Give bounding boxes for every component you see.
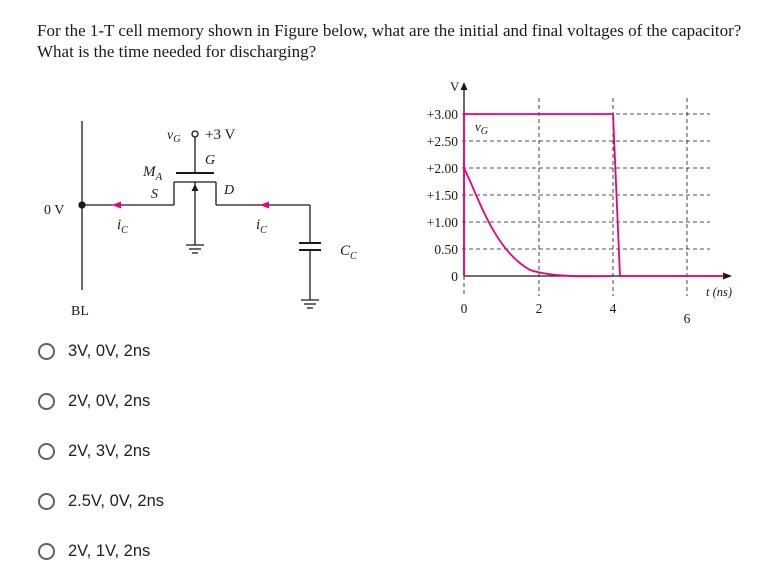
option-1[interactable]	[38, 338, 150, 364]
radio-circle-icon[interactable]	[38, 543, 55, 560]
d-label: D	[224, 183, 235, 198]
vg-curve-label: $v_G$	[475, 119, 489, 137]
radio-circle-icon[interactable]	[38, 393, 55, 410]
cc-label: $C_C$	[340, 243, 357, 262]
circuit-diagram	[79, 121, 321, 308]
option-1-label: 3V, 0V, 2ns	[68, 341, 151, 360]
y-tick-0: 0	[451, 269, 458, 284]
question-text: For the 1-T cell memory shown in Figure below, what are the initial and final voltages of the capacitor? What is the time needed for discharging?	[37, 21, 742, 61]
x-tick-4: 4	[609, 301, 617, 316]
x-tick-2: 2	[535, 301, 543, 316]
ic-label-right: $i_C$	[256, 217, 267, 236]
gate-terminal	[192, 131, 198, 137]
x-tick-0: 0	[460, 301, 468, 316]
option-2[interactable]	[38, 388, 150, 414]
body-arrow	[192, 184, 199, 191]
y-tick-250: +2.50	[426, 134, 458, 149]
ic-label-left: $i_C$	[117, 217, 128, 236]
vg-value-label: +3 V	[205, 127, 236, 143]
x-tick-6: 6	[683, 311, 691, 326]
option-3[interactable]	[38, 438, 150, 464]
ov-node-dot	[79, 202, 85, 208]
radio-circle-icon[interactable]	[38, 493, 55, 510]
g-label: G	[205, 153, 216, 168]
y-tick-300: +3.00	[426, 107, 458, 122]
y-tick-200: +2.00	[426, 161, 458, 176]
s-label: S	[151, 187, 158, 202]
x-axis-label: t (ns)	[706, 285, 733, 299]
y-axis-arrow	[461, 82, 468, 90]
x-axis-arrow	[723, 273, 732, 280]
y-tick-100: +1.00	[426, 215, 458, 230]
ic-arrow-left	[112, 202, 121, 209]
option-2-label: 2V, 0V, 2ns	[68, 391, 151, 410]
radio-circle-icon[interactable]	[38, 343, 55, 360]
option-4[interactable]	[38, 488, 164, 514]
option-5[interactable]	[38, 538, 150, 564]
option-5-label: 2V, 1V, 2ns	[68, 541, 151, 560]
option-4-label: 2.5V, 0V, 2ns	[68, 491, 165, 510]
graph-grid	[462, 98, 710, 296]
option-3-label: 2V, 3V, 2ns	[68, 441, 151, 460]
vg-curve	[464, 114, 724, 276]
v-axis-label: V	[450, 79, 460, 94]
ov-label: 0 V	[44, 203, 65, 218]
ic-arrow-right	[260, 202, 269, 209]
y-tick-050: 0.50	[434, 242, 458, 257]
bl-label: BL	[71, 304, 89, 319]
voltage-graph	[427, 79, 732, 326]
ma-label: $M_A$	[143, 164, 163, 183]
vg-circuit-label: $v_G$	[167, 128, 181, 145]
radio-circle-icon[interactable]	[38, 443, 55, 460]
y-tick-150: +1.50	[426, 188, 458, 203]
